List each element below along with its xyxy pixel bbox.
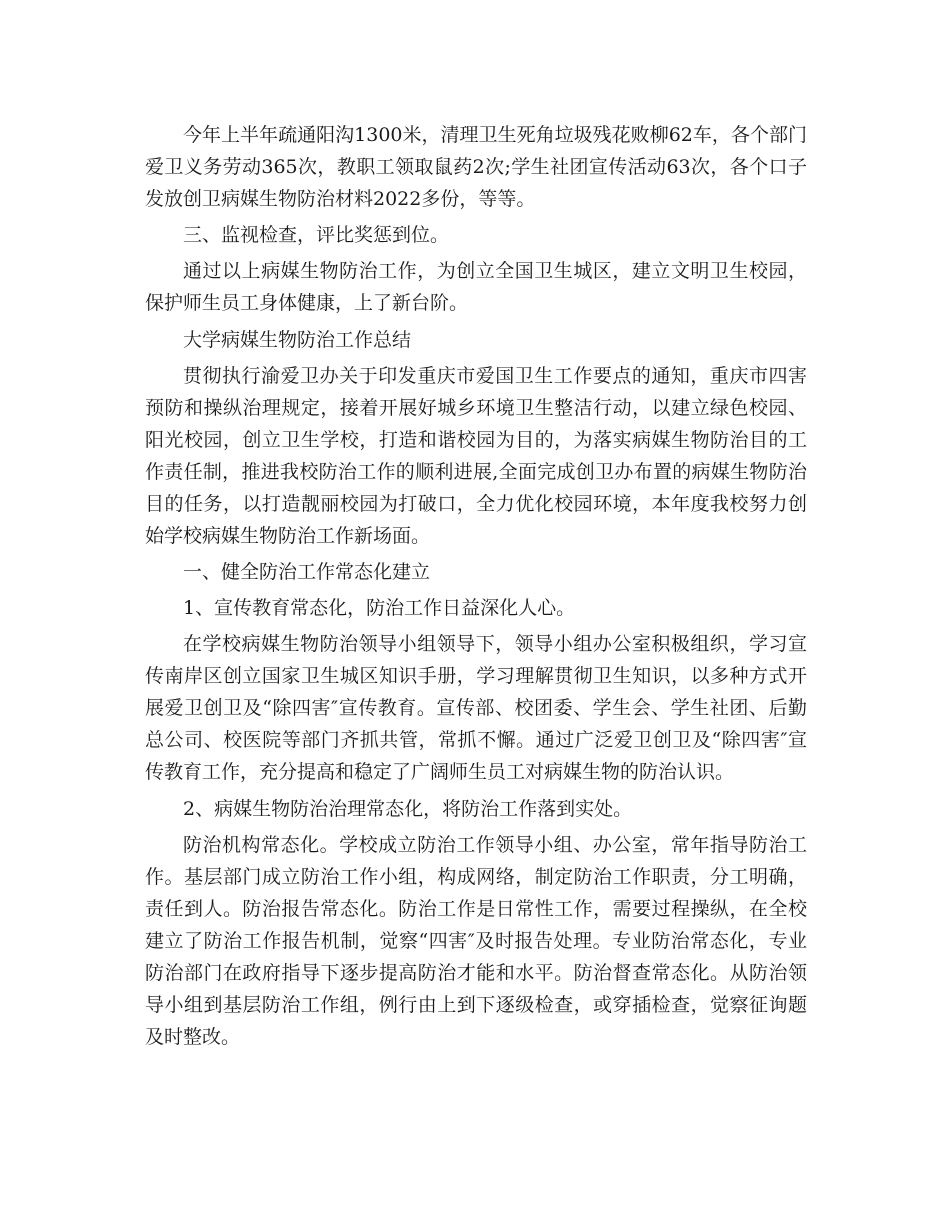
- document-body: [145, 119, 807, 1057]
- paragraph-rat-control-stats: 今年上半年疏通阳沟1300米，清理卫生死角垃圾残花败柳62车，各个部门爱卫义务劳动365次，教职工领取鼠药2次;学生社团宣传活动63次，各个口子发放创卫病媒生物防治材料2022多份，等等。: [145, 124, 807, 210]
- paragraph-subheading-one: 1、宣传教育常态化，防治工作日益深化人心。: [183, 597, 576, 620]
- paragraph-intro: 贯彻执行渝爱卫办关于印发重庆市爱国卫生工作要点的通知，重庆市四害预防和操纵治理规定，接着开展好城乡环境卫生整洁行动，以建立绿色校园、阳光校园，创立卫生学校，打造和谐校园为目的，为落实病媒生物防治目的工作责任制，推进我校防治工作的顺利进展,全面完成创卫办布置的病媒生物防治目的任务，以打造靓丽校园为打破口，全力优化校园环境，本年度我校努力创始学校病媒生物防治工作新场面。: [145, 364, 807, 547]
- paragraph-subheading-two: 2、病媒生物防治治理常态化，将防治工作落到实处。: [183, 797, 633, 820]
- paragraph-publicity-education: 在学校病媒生物防治领导小组领导下，领导小组办公室积极组织，学习宣传南岸区创立国家卫生城区知识手册，学习理解贯彻卫生知识，以多种方式开展爱卫创卫及“除四害″宣传教育。宣传部、校团委、学生会、学生社团、后勤总公司、校医院等部门齐抓共管，常抓不懈。通过广泛爱卫创卫及“除四害″宣传教育工作，充分提高和稳定了广阔师生员工对病媒生物的防治认识。: [145, 633, 807, 784]
- paragraph-prevention-mechanism: 防治机构常态化。学校成立防治工作领导小组、办公室，常年指导防治工作。基层部门成立防治工作小组，构成网络，制定防治工作职责，分工明确，责任到人。防治报告常态化。防治工作是日常性工作，需要过程操纵，在全校建立了防治工作报告机制，觉察“四害″及时报告处理。专业防治常态化，专业防治部门在政府指导下逐步提高防治才能和水平。防治督查常态化。从防治领导小组到基层防治工作组，例行由上到下逐级检查，或穿插检查，觉察征询题及时整改。: [145, 833, 807, 1048]
- paragraph-document-title: 大学病媒生物防治工作总结: [183, 328, 412, 351]
- paragraph-achievement-summary: 通过以上病媒生物防治工作，为创立全国卫生城区，建立文明卫生校园，保护师生员工身体健康，上了新台阶。: [145, 260, 807, 315]
- paragraph-section-three-heading: 三、监视检查，评比奖惩到位。: [183, 224, 450, 247]
- paragraph-section-one-heading: 一、健全防治工作常态化建立: [183, 560, 431, 583]
